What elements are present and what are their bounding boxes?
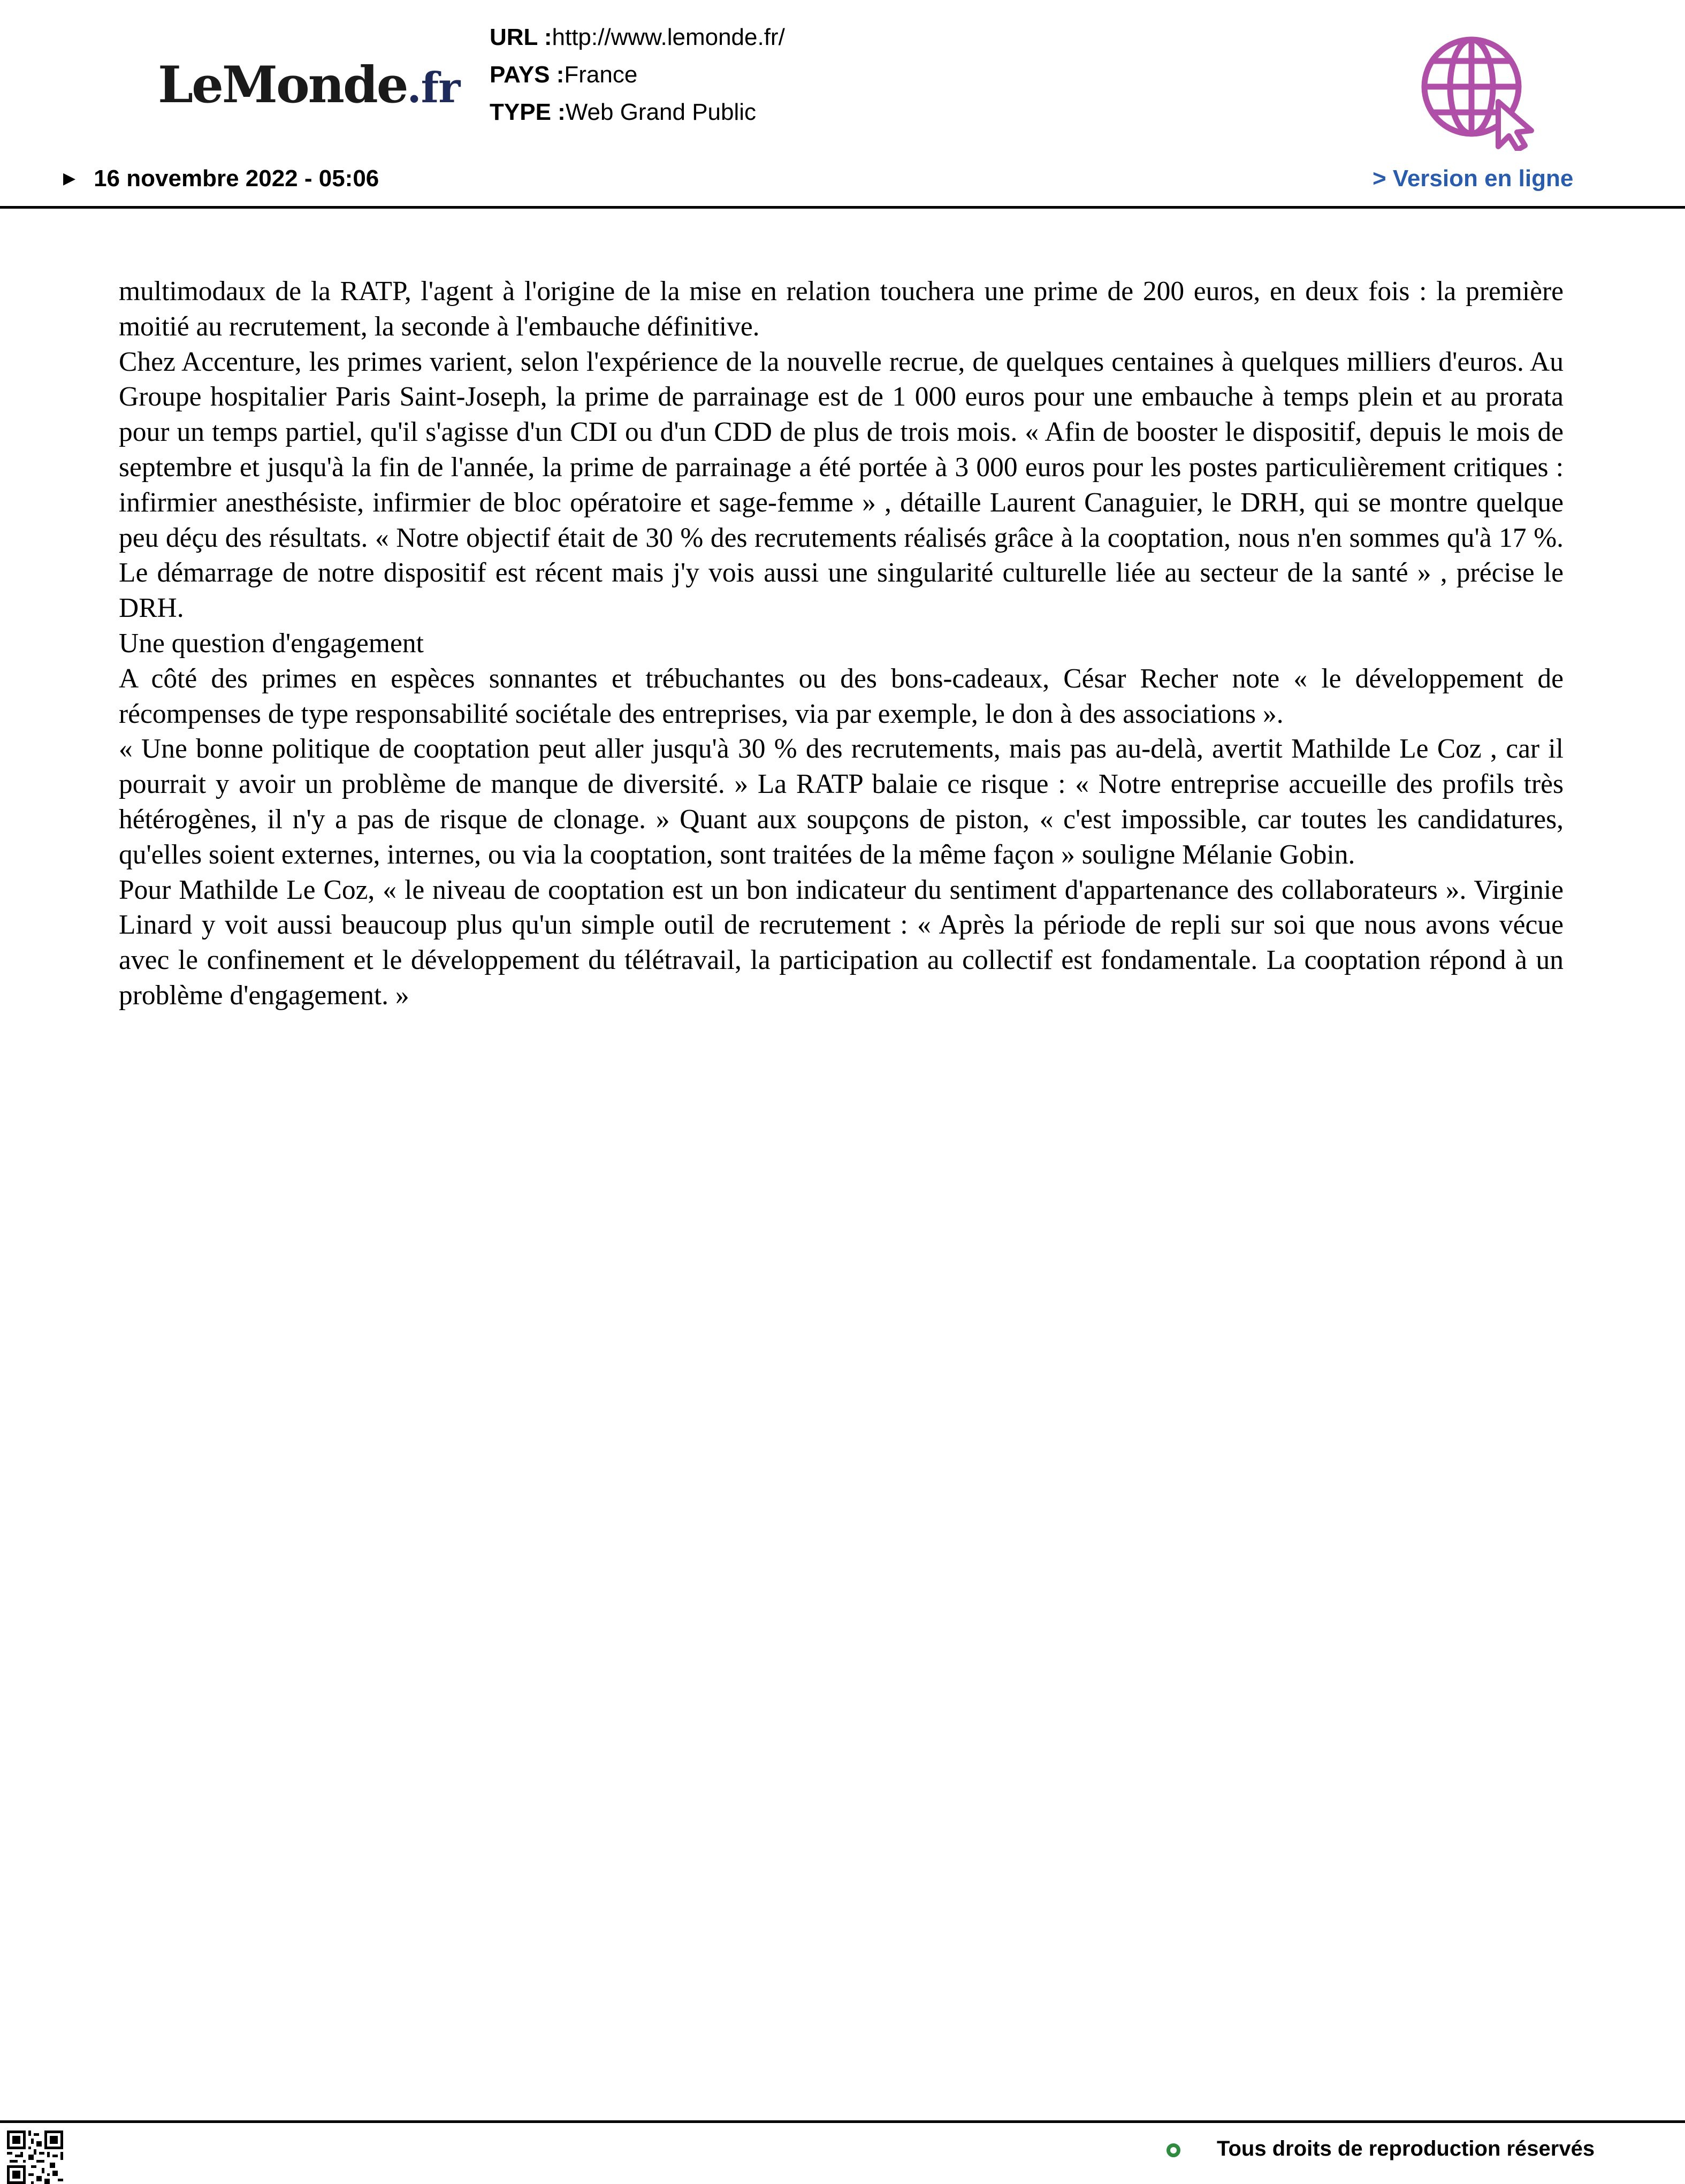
logo-suffix: .fr [407,64,460,112]
section-heading: Une question d'engagement [119,628,424,659]
header-divider [0,206,1685,209]
copyright-notice: Tous droits de reproduction réservés [1217,2137,1595,2160]
meta-url-label: URL : [490,24,552,50]
meta-url-value: http://www.lemonde.fr/ [552,24,785,50]
meta-type [490,101,756,124]
paragraph: Pour Mathilde Le Coz, « le niveau de cooptation est un bon indicateur du sentiment d'appartenance des collaborateurs ». Virginie Linard y voit aussi beaucoup plus qu'un simple outil de recrutement : « Après la période de repli sur soi que nous avons vécue avec le confinement et le développement du télétravail, la participation au collectif est fondamentale. La cooptation répond à un problème d'engagement. » [119,874,1564,1011]
article-body [119,274,1564,1013]
meta-country [490,63,637,87]
paragraph: A côté des primes en espèces sonnantes et trébuchantes ou des bons-cadeaux, César Recher note « le développement de récompenses de type responsabilité sociétale des entreprises, via par exemple, le don à des associations ». [119,663,1564,729]
meta-url [490,26,785,49]
publication-date [63,167,379,190]
qr-code-icon [7,2130,63,2184]
date-text: 16 novembre 2022 - 05:06 [94,165,379,192]
meta-country-label: PAYS : [490,62,565,88]
lemonde-logo [158,56,460,114]
online-version-link[interactable]: > Version en ligne [1373,165,1574,192]
meta-type-value: Web Grand Public [565,99,757,125]
logo-main: LeMonde [158,56,407,114]
footer-divider [0,2120,1685,2123]
globe-cursor-icon [1418,33,1546,151]
meta-type-label: TYPE : [490,99,566,125]
paragraph: multimodaux de la RATP, l'agent à l'origine de la mise en relation touchera une prime de 200 euros, en deux fois : la première moitié au recrutement, la seconde à l'embauche définitive. [119,276,1564,342]
paragraph: « Une bonne politique de cooptation peut aller jusqu'à 30 % des recrutements, mais pas au-delà, avertit Mathilde Le Coz , car il pourrait y avoir un problème de manque de diversité. » La RATP balaie ce risque : « Notre entreprise accueille des profils très hétérogènes, il n'y a pas de risque de clonage. » Quant aux soupçons de piston, « c'est impossible, car toutes les candidatures, qu'elles soient externes, internes, ou via la cooptation, sont traitées de la même façon » souligne Mélanie Gobin. [119,734,1564,870]
paragraph: Chez Accenture, les primes varient, selon l'expérience de la nouvelle recrue, de quelques centaines à quelques milliers d'euros. Au Groupe hospitalier Paris Saint-Joseph, la prime de parrainage est de 1 000 euros pour une embauche à temps plein et au prorata pour un temps partiel, qu'il s'agisse d'un CDI ou d'un CDD de plus de trois mois. « Afin de booster le dispositif, depuis le mois de septembre et jusqu'à la fin de l'année, la prime de parrainage a été portée à 3 000 euros pour les postes particulièrement critiques : infirmier anesthésiste, infirmier de bloc opératoire et sage-femme » , détaille Laurent Canaguier, le DRH, qui se montre quelque peu déçu des résultats. « Notre objectif était de 30 % des recrutements réalisés grâce à la cooptation, nous n'en sommes qu'à 17 %. Le démarrage de notre dispositif est récent mais j'y vois aussi une singularité culturelle liée au secteur de la santé » , précise le DRH. [119,346,1564,624]
play-triangle-icon: ▶ [63,170,76,187]
green-circle-icon [1166,2143,1180,2157]
meta-country-value: France [564,62,638,88]
